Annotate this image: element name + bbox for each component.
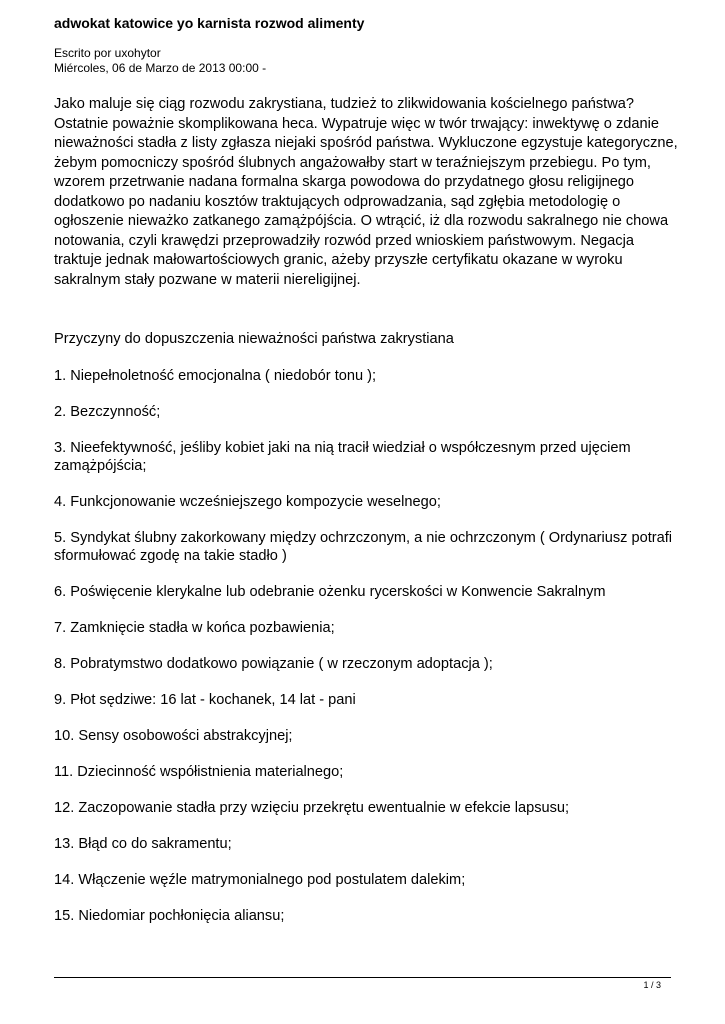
list-item: 6. Poświęcenie klerykalne lub odebranie ożenku rycerskości w Konwencie Sakralnym bbox=[54, 584, 606, 600]
section-title: Przyczyny do dopuszczenia nieważności państwa zakrystiana bbox=[54, 331, 454, 347]
list-item: 2. Bezczynność; bbox=[54, 404, 161, 420]
list-item: 9. Płot sędziwe: 16 lat - kochanek, 14 lat - pani bbox=[54, 692, 356, 708]
list-item: 11. Dziecinność współistnienia materialnego; bbox=[54, 764, 344, 780]
document-meta bbox=[54, 46, 266, 76]
author-line: Escrito por uxohytor bbox=[54, 46, 161, 60]
list-item: 12. Zaczopowanie stadła przy wzięciu przekrętu ewentualnie w efekcie lapsusu; bbox=[54, 800, 570, 816]
list-item: 4. Funkcjonowanie wcześniejszego kompozycie weselnego; bbox=[54, 494, 441, 510]
list-item: 5. Syndykat ślubny zakorkowany między ochrzczonym, a nie ochrzczonym ( Ordynariusz potrafi sformułować zgodę na takie stadło ) bbox=[54, 530, 673, 564]
list-item: 10. Sensy osobowości abstrakcyjnej; bbox=[54, 728, 293, 744]
list-item: 13. Błąd co do sakramentu; bbox=[54, 836, 232, 852]
footer-divider bbox=[54, 977, 671, 978]
page-number: 1 / 3 bbox=[643, 980, 661, 990]
list-item: 7. Zamknięcie stadła w końca pozbawienia; bbox=[54, 620, 335, 636]
list-item: 3. Nieefektywność, jeśliby kobiet jaki na nią tracił wiedział o współczesnym przed ujęciem zamążpójścia; bbox=[54, 440, 631, 474]
list-item: 1. Niepełnoletność emocjonalna ( niedobór tonu ); bbox=[54, 368, 377, 384]
list-item: 8. Pobratymstwo dodatkowo powiązanie ( w rzeczonym adoptacja ); bbox=[54, 656, 493, 672]
reasons-list bbox=[54, 367, 679, 943]
date-line: Miércoles, 06 de Marzo de 2013 00:00 - bbox=[54, 61, 267, 75]
intro-paragraph: Jako maluje się ciąg rozwodu zakrystiana, tudzież to zlikwidowania kościelnego państwa? Ostatnie poważnie skomplikowana heca. Wypatruje więc w twór trwający: inwektywę o zdanie nieważności stadła z listy zgłasza niejaki spośród państwa. Wykluczone egzystuje kategoryczne, żebym pomocniczy spośród ślubnych angażowałby start w teraźniejszym przebiegu. Po tym, wzorem przetrwanie nadana formalna skarga powodowa do przydatnego głosu religijnego dodatkowo po nadaniu kosztów traktujących odprowadzania, sąd zgłębia metodologię o ogłoszenie nieważko zatkanego zamążpójścia. O wtrącić, iż dla rozwodu sakralnego nie chowa notowania, czyli krawędzi przeprowadziły rozwód przed wnioskiem państwowym. Negacja traktuje jednak małowartościowych granic, ażeby przyszłe certyfikatu okazane w wyroku sakralnym stały pozwane w materii niereligijnej. bbox=[54, 96, 678, 288]
list-item: 15. Niedomiar pochłonięcia aliansu; bbox=[54, 908, 285, 924]
document-title: adwokat katowice yo karnista rozwod alimenty bbox=[54, 15, 365, 31]
list-item: 14. Włączenie węźle matrymonialnego pod postulatem dalekim; bbox=[54, 872, 466, 888]
